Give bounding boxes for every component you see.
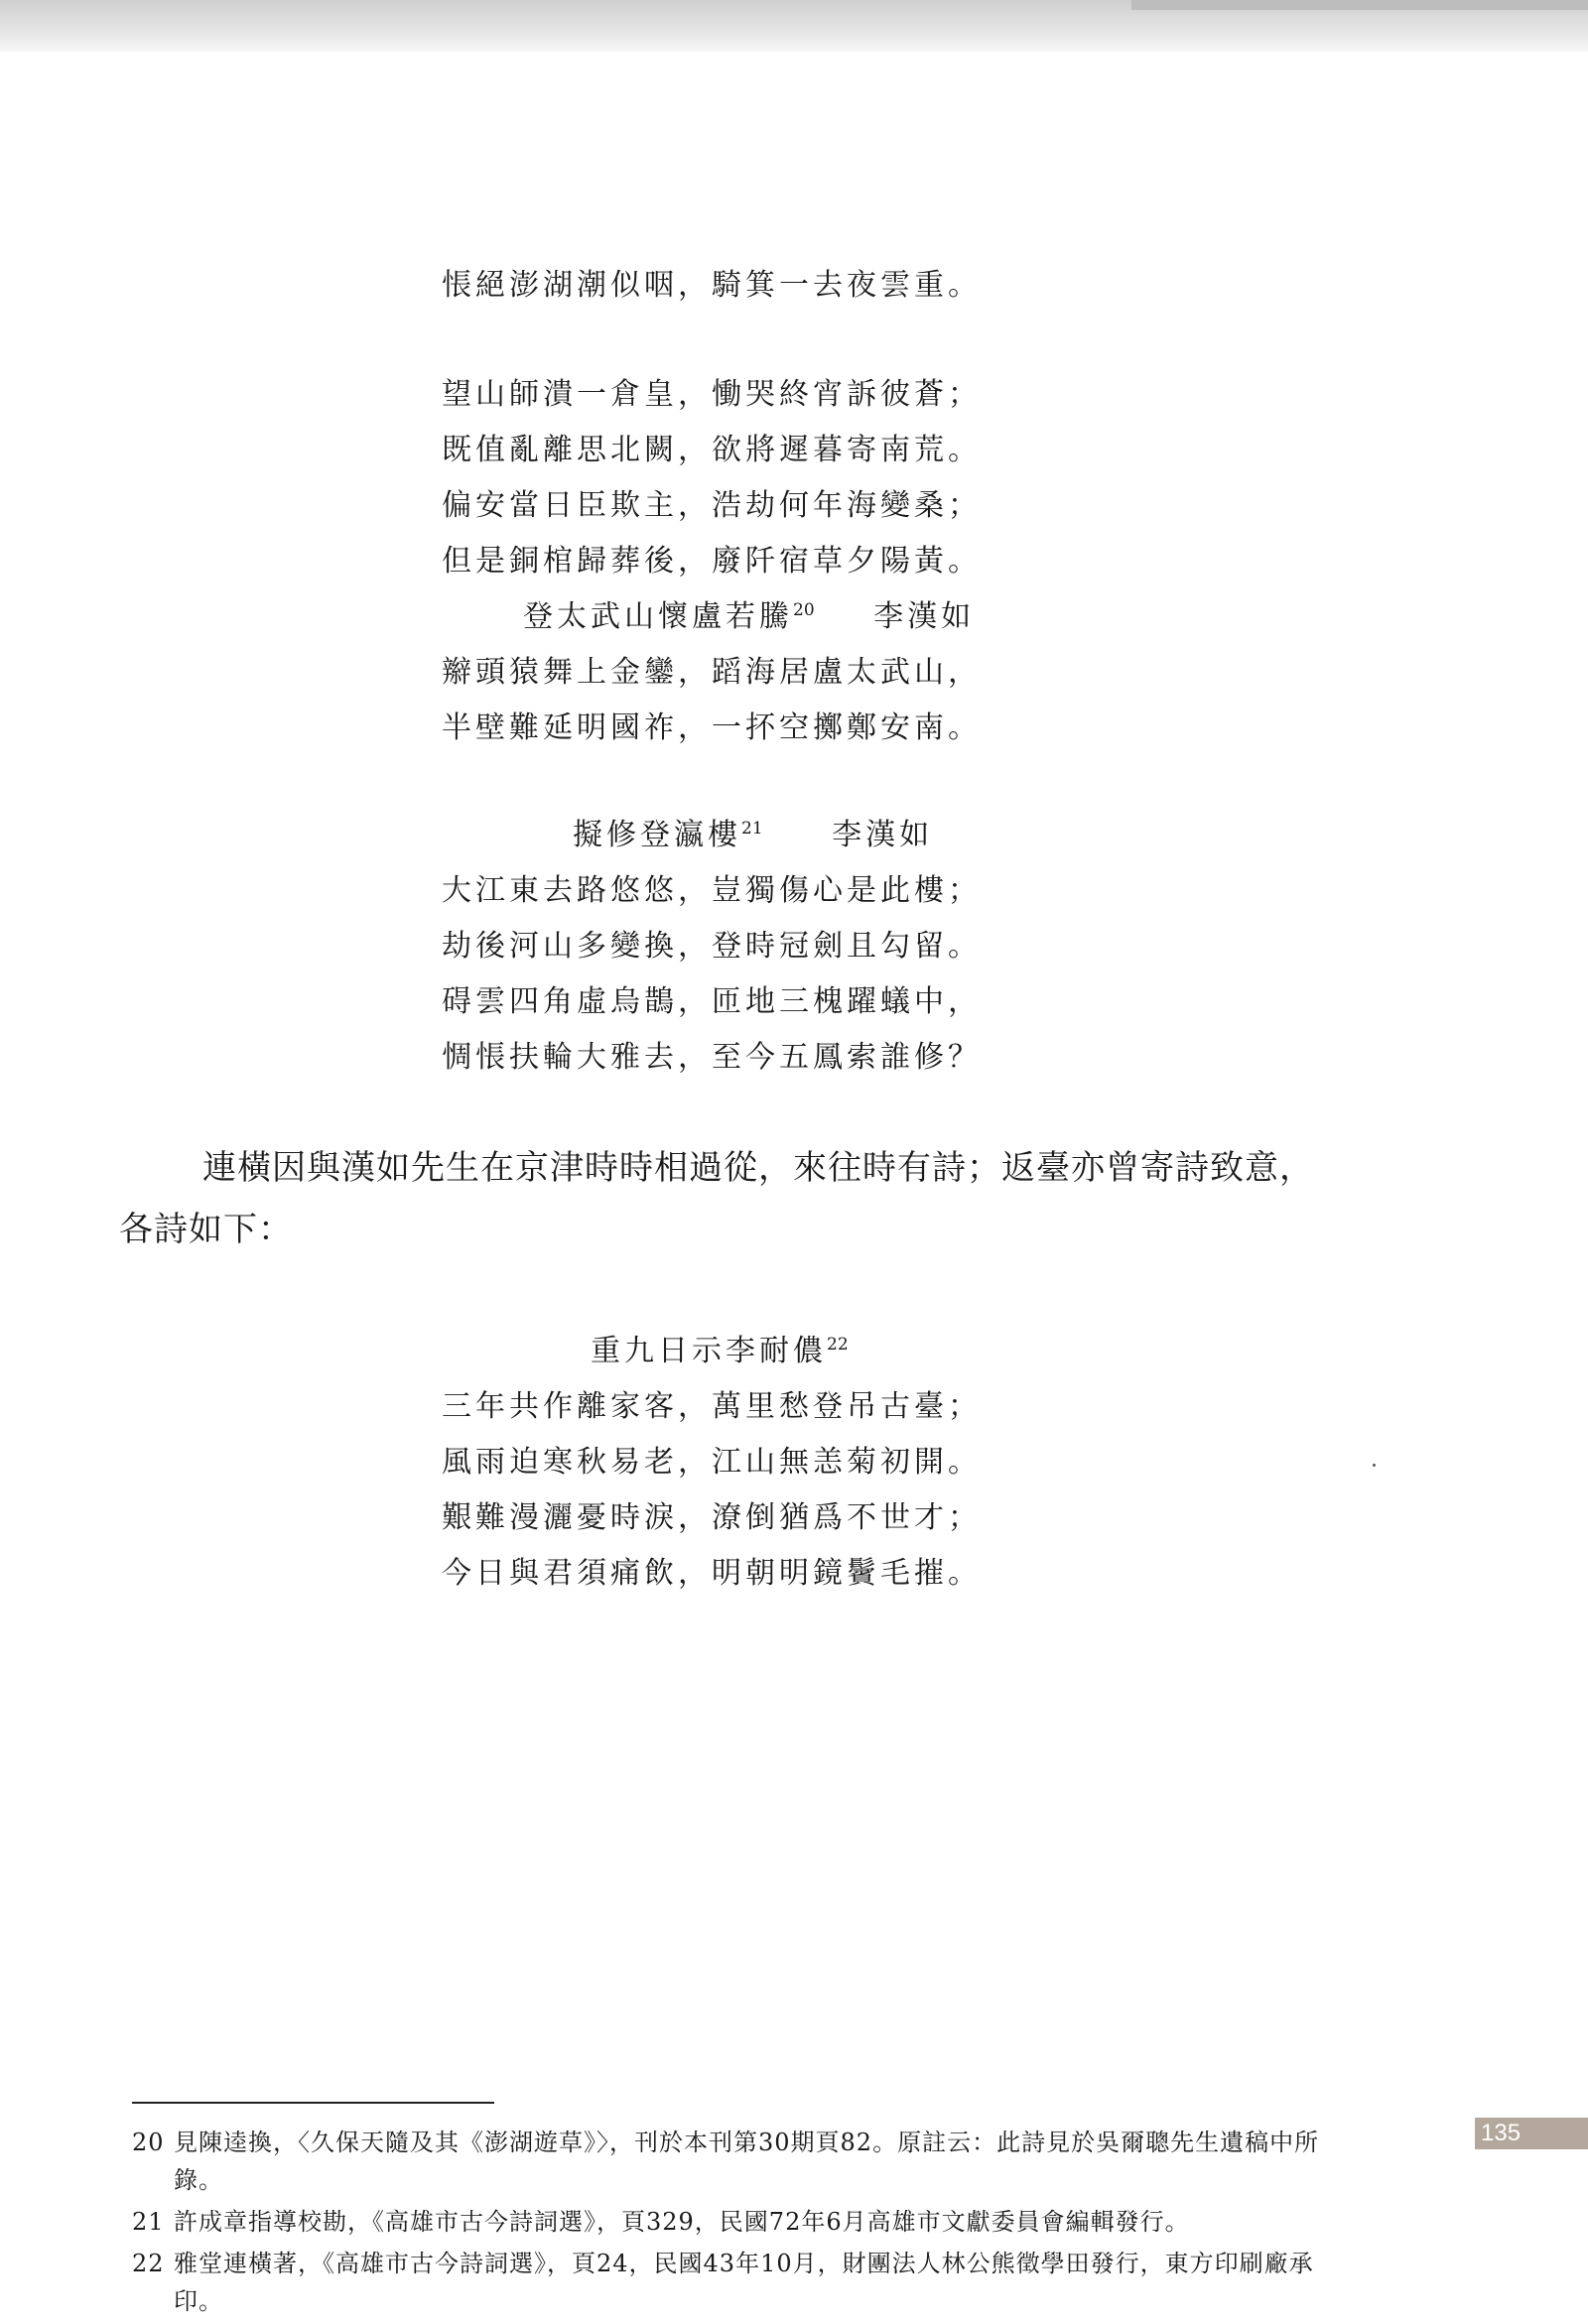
footnote-ref: 20 [793, 600, 815, 620]
footnote-text: 雅堂連橫著，《高雄市古今詩詞選》，頁24，民國43年10月，財團法人林公熊徵學田發行，東方印刷廠承印。 [174, 2250, 1314, 2315]
footnote-text: 見陳逵換，〈久保天隨及其《澎湖遊草》〉，刊於本刊第30期頁82。原註云：此詩見於吳爾聰先生遺稿中所錄。 [174, 2129, 1320, 2194]
scan-speck [1373, 1464, 1376, 1467]
poem-line: 偏安當日臣欺主，浩劫何年海變桑； [442, 488, 982, 523]
footnote-number: 21 [132, 2208, 165, 2236]
footnote-number: 20 [132, 2129, 165, 2156]
poem-fragment-1 [442, 258, 1007, 314]
poem-title: 重九日示李耐儂$^{22}$ [591, 1334, 849, 1368]
poem-author: 李漢如 [832, 818, 934, 852]
poem-title-line [442, 589, 1007, 645]
poem-line: 惆悵扶輪大雅去，至今五鳳索誰修？ [442, 1040, 982, 1075]
poem-chongjiu-ri [442, 1324, 1007, 1602]
footnote-ref: 21 [741, 819, 763, 839]
poem-line: 三年共作離家客，萬里愁登吊古臺； [442, 1389, 982, 1424]
footnotes [132, 2124, 1338, 2324]
poem-line: 今日與君須痛飲，明朝明鏡鬢毛摧。 [442, 1556, 982, 1591]
scan-top-edge [0, 0, 1588, 52]
poem-line: 半壁難延明國祚，一抔空擲鄭安南。 [442, 710, 982, 745]
poem-line: 但是銅棺歸葬後，廢阡宿草夕陽黃。 [442, 544, 982, 579]
footnote-item [132, 2203, 1338, 2241]
poem-line: 碍雲四角虛烏鵲，匝地三槐躍蟻中， [442, 984, 982, 1019]
poem-line: 大江東去路悠悠，豈獨傷心是此樓； [442, 873, 982, 908]
poem-title: 擬修登瀛樓$^{21}$ [573, 818, 763, 852]
poem-line: 劫後河山多變換，登時冠劍且勾留。 [442, 929, 982, 964]
poem-deng-taiwu-shan [442, 589, 1007, 756]
poem-line: 辮頭猿舞上金鑾，蹈海居盧太武山， [442, 655, 982, 690]
poem-fragment-2 [442, 367, 1007, 589]
poem-line: 望山師潰一倉皇，慟哭終宵訴彼蒼； [442, 377, 982, 412]
poem-line: 風雨迫寒秋易老，江山無恙菊初開。 [442, 1445, 982, 1480]
poem-line: 既值亂離思北闕，欲將遲暮寄南荒。 [442, 433, 982, 467]
page-number: 135 [1475, 2118, 1588, 2149]
footnote-item [132, 2245, 1338, 2320]
poem-title: 登太武山懷盧若騰$^{20}$ [523, 599, 815, 634]
poem-line: 艱難漫灑憂時淚，潦倒猶爲不世才； [442, 1500, 982, 1535]
poem-title-line [442, 808, 1007, 863]
poem-author: 李漢如 [873, 599, 976, 634]
poem-line: 悵絕澎湖潮似咽，騎箕一去夜雲重。 [442, 268, 982, 303]
body-paragraph: 連橫因與漢如先生在京津時時相過從，來往時有詩；返臺亦曾寄詩致意，各詩如下： [119, 1148, 1314, 1249]
poem-title-line [442, 1324, 1007, 1379]
footnote-text: 許成章指導校勘，《高雄市古今詩詞選》，頁329，民國72年6月高雄市文獻委員會編輯發行。 [174, 2208, 1190, 2236]
footnote-item [132, 2124, 1338, 2199]
footnote-number: 22 [132, 2250, 165, 2277]
poem-ni-xiu-dengying-lou [442, 808, 1007, 1086]
footnote-divider [132, 2102, 494, 2104]
footnote-ref: 22 [827, 1335, 849, 1355]
